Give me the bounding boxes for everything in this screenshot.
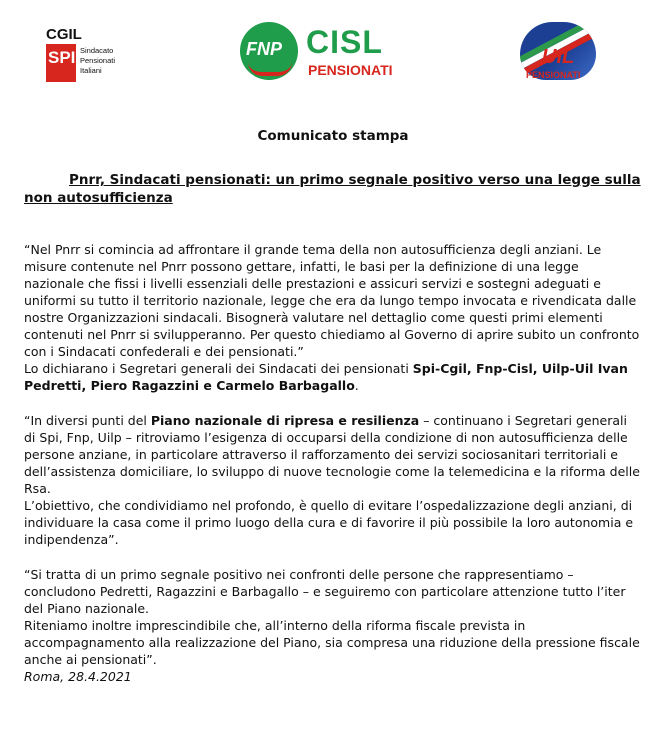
paragraph-1	[24, 241, 642, 394]
spi-subtitle	[80, 46, 150, 76]
paragraph-2	[24, 412, 642, 548]
fnp-wordmark: FNP	[246, 39, 282, 59]
logo-header	[0, 0, 662, 110]
quote-text: “Si tratta di un primo segnale positivo nei confronti delle persone che rappresentiamo – concludono Pedretti, Ragazzini e Barbagallo – e seguiremo con particolare attenzione tutto l’iter del Piano nazionale.	[24, 567, 626, 616]
spi-sub-line: Italiani	[80, 66, 102, 75]
fnp-cisl-logo	[240, 22, 420, 86]
quote-prefix: “In diversi punti del	[24, 413, 151, 428]
spi-sub-line: Pensionati	[80, 56, 116, 65]
document-title	[24, 171, 642, 207]
attribution-prefix: Lo dichiarano i Segretari generali dei Sindacati dei pensionati	[24, 361, 413, 376]
quote-text	[24, 412, 642, 497]
cgil-wordmark: CGIL	[46, 26, 82, 43]
uilp-uil-logo	[516, 22, 606, 86]
plan-name: Piano nazionale di ripresa e resilienza	[150, 413, 420, 428]
fnp-circle-icon	[240, 22, 298, 80]
uil-wordmark: UIL	[542, 46, 575, 68]
spi-sub-line: Sindacato	[80, 46, 114, 55]
paragraph-3	[24, 566, 642, 668]
attribution-names: Spi-Cgil, Fnp-Cisl, Uilp-Uil Ivan Pedretti, Piero Ragazzini e Carmelo Barbagallo	[24, 361, 628, 393]
uil-subtitle: PENSIONATI	[526, 70, 581, 80]
document-heading: Comunicato stampa	[257, 128, 409, 144]
spi-wordmark: SPI	[48, 48, 76, 67]
quote-text: “Nel Pnrr si comincia ad affrontare il grande tema della non autosufficienza degli anziani. Le misure contenute nel Pnrr possono gettare, infatti, le basi per la definizione di una legge nazionale che fissi i livelli essenziali delle prestazioni e assicuri servizi e sostegni adeguati e uniformi su tutto il territorio nazionale, legge che era da lungo tempo invocata e rivendicata dalle nostre Organizzazioni sindacali. Bisognerà valutare nel dettaglio come questi primi elementi contenuti nel Pnrr si svilupperanno. Per questo chiediamo al Governo di aprire subito un confronto con i Sindacati confederali e dei pensionati.”	[24, 242, 640, 359]
dateline: Roma, 28.4.2021	[24, 669, 132, 684]
spi-cgil-logo	[46, 26, 156, 86]
spi-box	[46, 44, 76, 82]
attribution-suffix: .	[354, 378, 359, 393]
cisl-wordmark: CISL	[306, 24, 383, 60]
quote-rest: – continuano i Segretari generali di Spi, Fnp, Uilp – ritroviamo l’esigenza di occuparsi della condizione di non autosufficienza delle persone anziane, in particolare attraverso il rafforzamento dei servizi sociosanitari territoriali e dell’assistenza domiciliare, lo sviluppo di nuove tecnologie come la telemedicina e la riforma delle Rsa.	[24, 413, 640, 496]
swoosh-icon	[248, 62, 292, 76]
attribution	[24, 360, 642, 394]
objective-text: L’obiettivo, che condividiamo nel profondo, è quello di evitare l’ospedalizzazione degli anziani, di individuare la casa come il primo luogo della cura e di favorire il più possibile la loro autonomia e indipendenza”.	[24, 498, 634, 547]
press-release-body	[24, 128, 642, 685]
cisl-subtitle: PENSIONATI	[308, 62, 393, 78]
fiscal-text: Riteniamo inoltre imprescindibile che, all’interno della riforma fiscale prevista in accompagnamento alla realizzazione del Piano, sia compresa una riduzione della pressione fiscale anche ai pensionati”.	[24, 618, 640, 667]
title-text: Pnrr, Sindacati pensionati: un primo segnale positivo verso una legge sulla non autosufficienza	[24, 172, 641, 206]
